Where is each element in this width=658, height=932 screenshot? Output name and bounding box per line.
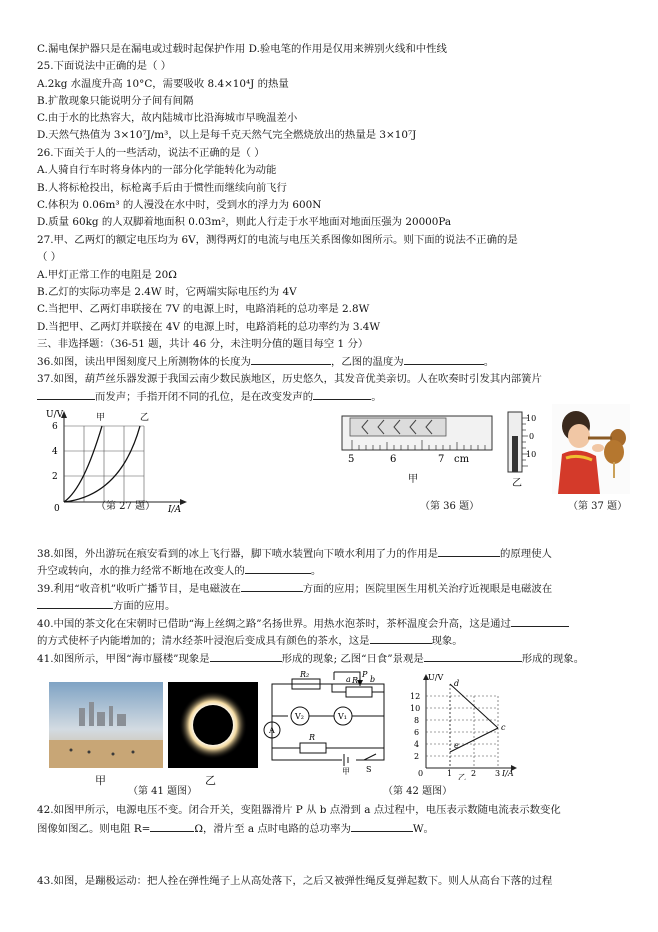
fig27-origin: 0	[54, 504, 60, 514]
q40-text-2: 的方式使杯子内能增加的；清水经茶叶浸泡后变成具有颜色的茶水，这是 现象。	[37, 635, 463, 647]
fig41-caption: （第 41 题图）	[128, 786, 198, 797]
fig42-x-axis-label: I/A	[502, 769, 514, 778]
q42-blank-2[interactable]	[351, 821, 413, 832]
fig42-tick-12: 12	[410, 692, 421, 701]
q26-option-d: D.质量 60kg 的人双脚着地面积 0.03m²，则此人行走于水平地面对地面压强为 20000Pa	[37, 216, 452, 228]
q27-option-d: D.当把甲、乙两灯并联接在 4V 的电源上时，电路消耗的总功率约为 3.4W	[37, 321, 381, 333]
fig27-tick-6: 6	[52, 422, 58, 432]
fig42-label-a: a	[346, 675, 351, 684]
q26-option-c: C.体积为 0.06m³ 的人漫没在水中时，受到水的浮力为 600N	[37, 199, 322, 211]
fig36-tick-7: 7	[438, 454, 445, 465]
q25-option-d: D.天然气热值为 3×10⁷J/m³，以上是每千克天然气完全燃烧放出的热量是 3×10⁷J	[37, 129, 417, 141]
fig42-tick-2: 2	[414, 752, 420, 761]
fig36-therm-tick-bottom: 10	[526, 450, 537, 459]
fig27-label-yi: 乙	[140, 413, 150, 423]
fig27-x-axis-label: I/A	[168, 505, 182, 514]
fig42-label-b: b	[370, 675, 376, 684]
fig42-caption: （第 42 题图）	[383, 786, 453, 797]
fig37-photo	[552, 404, 630, 494]
fig36-unit-cm: cm	[454, 454, 470, 465]
fig41-label-jia: 甲	[95, 774, 106, 787]
q36-text: 36.如图，读出甲图刻度尺上所测物体的长度为 ，乙图的温度为 。	[37, 356, 495, 368]
fig42-tick-10: 10	[410, 704, 421, 713]
q25-stem: 25.下面说法中正确的是（ ）	[37, 60, 172, 72]
q37-text-1: 37.如图，葫芦丝乐器发源于我国云南少数民族地区，历史悠久，其发音优美亲切。人在吹奏时引发其内部簧片	[37, 373, 542, 385]
q39-blank-2[interactable]	[37, 598, 113, 609]
fig27-label-jia: 甲	[96, 413, 106, 423]
fig42-tick-8: 8	[414, 716, 420, 725]
fig42-label-v2: V₂	[295, 712, 304, 721]
fig42-label-r2: R₂	[300, 670, 310, 679]
q40-text-1: 40.中国的茶文化在宋朝时已借助“海上丝绸之路”名扬世界。用热水泡茶时，茶杯温度会升高，这是通过	[37, 616, 569, 631]
fig27-tick-4: 4	[52, 447, 58, 457]
q43-text: 43.如图，是蹦极运动：把人拴在弹性绳子上从高处落下，之后又被弹性绳反复弹起数下。则人从高台下落的过程	[37, 875, 553, 887]
q26-option-b: B.人将标枪投出，标枪离手后由于惯性而继续向前飞行	[37, 182, 287, 194]
q37-text-2: 而发声；手指开闭不同的孔位，是在改变发声的 。	[37, 389, 382, 404]
fig42-x-tick-2: 2	[471, 769, 477, 778]
q25-option-c: C.由于水的比热容大，故内陆城市比沿海城市早晚温差小	[37, 112, 298, 124]
q26-stem: 26.下面关于人的一些活动，说法不正确的是（ ）	[37, 147, 265, 159]
q25-option-b: B.扩散现象只能说明分子间有间隔	[37, 95, 194, 107]
fig36-label-yi: 乙	[512, 478, 522, 489]
fig36-therm-tick-zero: 0	[529, 432, 535, 441]
q42-blank-1[interactable]	[150, 821, 194, 832]
q26-option-a: A.人骑自行车时将身体内的一部分化学能转化为动能	[37, 164, 277, 176]
q37-blank-1[interactable]	[37, 389, 95, 400]
q38-text-2: 升空或转向，水的推力经常不断地在改变人的 。	[37, 565, 322, 577]
fig42-label-s: S	[366, 765, 372, 774]
fig27-y-axis-label: U/V	[46, 410, 64, 420]
q39-text-1: 39.利用“收音机”收听广播节目，是电磁波在 方面的应用；医院里医生用机关治疗近视眼是电磁波在	[37, 583, 553, 595]
q39-blank-1[interactable]	[241, 581, 303, 592]
q40-blank-1[interactable]	[511, 616, 569, 627]
q39-text-2: 方面的应用。	[37, 598, 175, 613]
fig36-label-jia: 甲	[408, 474, 418, 485]
q27-option-a: A.甲灯正常工作的电阻是 20Ω	[37, 269, 177, 281]
fig42-circuit	[260, 668, 400, 776]
q41-text: 41.如图所示，甲图“海市蜃楼”现象是 形成的现象; 乙图“日食”景观是 形成的现象。	[37, 653, 585, 665]
q27-option-c: C.当把甲、乙两灯串联接在 7V 的电源上时，电路消耗的总功率是 2.8W	[37, 303, 370, 315]
q27-stem: 27.甲、乙两灯的额定电压均为 6V，测得两灯的电流与电压关系图像如图所示。则下面的说法不正确的是	[37, 234, 518, 246]
fig42-point-e: e	[454, 741, 459, 750]
q36-blank-1[interactable]	[251, 354, 331, 365]
q41-blank-1[interactable]	[210, 651, 282, 662]
fig42-x-tick-3: 3	[495, 769, 501, 778]
fig42-label-jia: 甲	[342, 767, 350, 776]
q42-text-2: 图像如图乙。则电阻 R= Ω，滑片至 a 点时电路的总功率为 W。	[37, 823, 434, 835]
fig42-tick-4: 4	[414, 740, 420, 749]
fig36-therm-tick-top: 10	[526, 414, 537, 423]
q42-text-1: 42.如图甲所示，电源电压不变。闭合开关，变阻器滑片 P 从 b 点滑到 a 点过程中，电压表示数随电流表示数变化	[37, 804, 561, 816]
fig36-ruler	[338, 408, 498, 488]
q37-blank-2[interactable]	[313, 389, 371, 400]
fig42-tick-6: 6	[414, 728, 420, 737]
q38-text-1: 38.如图，外出游玩在痕安看到的冰上飞行器，脚下喷水装置向下喷水利用了力的作用是 的原理使人	[37, 548, 552, 560]
fig37-caption: （第 37 题）	[568, 501, 628, 512]
q38-blank-2[interactable]	[245, 563, 311, 574]
fig42-point-c: c	[501, 723, 506, 732]
fig42-label-v1: V₁	[338, 712, 347, 721]
fig41-eclipse-photo	[168, 682, 258, 768]
q24-option-cd: C.漏电保护器只是在漏电或过载时起保护作用 D.验电笔的作用是仅用来辨别火线和中性线	[37, 43, 447, 55]
q38-blank-1[interactable]	[438, 546, 500, 557]
fig27-tick-2: 2	[52, 472, 58, 482]
fig42-origin: 0	[418, 769, 424, 778]
fig42-label-p: P	[362, 670, 368, 679]
fig36-caption: （第 36 题）	[420, 501, 480, 512]
fig42-graph	[402, 672, 522, 780]
fig41-mirage-photo	[49, 682, 163, 768]
fig41-label-yi: 乙	[205, 774, 216, 787]
fig42-label-r: R	[309, 733, 316, 742]
fig42-label-ammeter: A	[269, 726, 275, 735]
q40-blank-2[interactable]	[370, 633, 432, 644]
q36-blank-2[interactable]	[404, 354, 484, 365]
q41-blank-2[interactable]	[424, 651, 522, 662]
section-three-heading: 三、非选择题：（36-51 题，共计 46 分，未注明分值的题目每空 1 分）	[37, 338, 369, 350]
fig42-x-tick-1: 1	[447, 769, 453, 778]
fig36-thermometer	[500, 410, 540, 490]
q27-option-b: B.乙灯的实际功率是 2.4W 时，它两端实际电压约为 4V	[37, 286, 297, 298]
fig36-tick-5: 5	[348, 454, 355, 465]
q27-paren: （ ）	[37, 251, 62, 263]
q25-option-a: A.2kg 水温度升高 10°C，需要吸收 8.4×10⁴J 的热量	[37, 78, 289, 90]
fig42-y-axis-label: U/V	[428, 673, 444, 682]
fig27-caption: （第 27 题）	[96, 501, 156, 512]
fig42-point-d: d	[454, 679, 460, 688]
fig42-label-yi: 乙	[458, 773, 466, 780]
fig36-tick-6: 6	[390, 454, 397, 465]
fig27-curve-jia	[64, 426, 102, 502]
fig42-label-r1: R₁	[352, 676, 362, 685]
